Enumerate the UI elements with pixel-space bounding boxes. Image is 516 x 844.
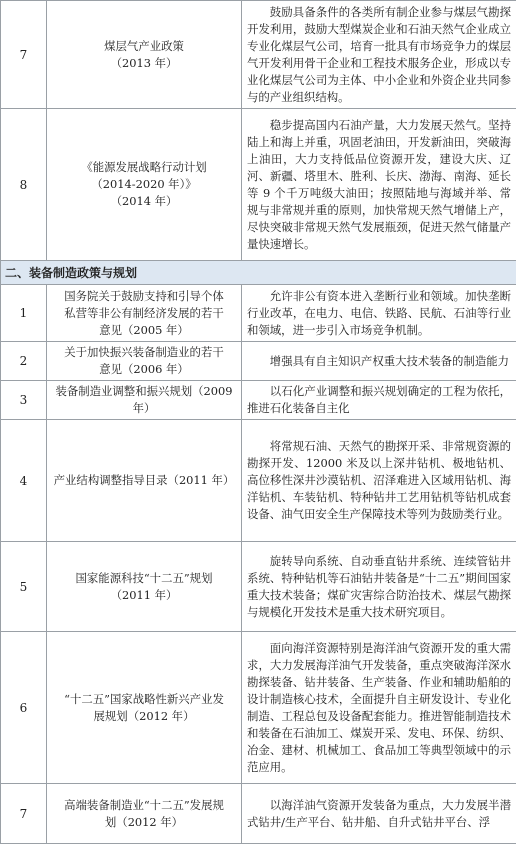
row-number: 1: [1, 285, 47, 342]
policy-description: 以石化产业调整和振兴规划确定的工程为依托，推进石化装备自主化: [242, 381, 516, 420]
policy-name-line: 展规划（2012 年）: [51, 708, 237, 725]
policy-name: [47, 632, 242, 784]
row-number: 7: [1, 1, 47, 109]
table-row: [1, 420, 516, 542]
policy-name-line: “十二五”国家战略性新兴产业发: [51, 691, 237, 708]
section-title: 二、装备制造政策与规划: [1, 261, 516, 285]
row-number: 3: [1, 381, 47, 420]
table-row: [1, 285, 516, 342]
policy-description: 旋转导向系统、自动垂直钻井系统、连续管钻井系统、特种钻机等石油钻井装备是“十二五”期间国家重大技术装备；煤矿灾害综合防治技术、煤层气勘探与规模化开发技术是重大技术研究项目。: [242, 542, 516, 632]
row-number: 7: [1, 784, 47, 844]
policy-description: 将常规石油、天然气的勘探开采、非常规资源的勘探开发、12000 米及以上深井钻机、极地钻机、高位移性深井沙漠钻机、沼泽难进入区域用钻机、海洋钻机、车装钻机、特种钻井工艺用钻机等钻机成套设备、油气田安全生产保障技术等列为鼓励类行业。: [242, 420, 516, 542]
policy-name-line: 国务院关于鼓励支持和引导个体: [51, 288, 237, 305]
policy-description: 允许非公有资本进入垄断行业和领域。加快垄断行业改革，在电力、电信、铁路、民航、石油等行业和领域，进一步引入市场竞争机制。: [242, 285, 516, 342]
policy-name-line: 意见（2006 年）: [51, 361, 237, 378]
policy-name-line: 装备制造业调整和振兴规划（2009: [51, 383, 237, 400]
policy-name: [47, 1, 242, 109]
policy-name: [47, 285, 242, 342]
table-row: [1, 109, 516, 261]
table-row: [1, 381, 516, 420]
policy-name: [47, 784, 242, 844]
policy-name-line: （2014-2020 年）》: [51, 176, 237, 193]
policy-description: 以海洋油气资源开发装备为重点，大力发展半潜式钻井/生产平台、钻井船、自升式钻井平台、浮: [242, 784, 516, 844]
table-row: [1, 632, 516, 784]
row-number: 5: [1, 542, 47, 632]
policy-name-line: 年）: [51, 400, 237, 417]
table-row: [1, 1, 516, 109]
policy-description: 鼓励具备条件的各类所有制企业参与煤层气勘探开发利用，鼓励大型煤炭企业和石油天然气企业成立专业化煤层气公司，培育一批具有市场竞争力的煤层气开发利用骨干企业和工程技术服务企业，形成以专业化煤层气公司为主体、中小企业和外资企业共同参与的产业组织结构。: [242, 1, 516, 109]
row-number: 2: [1, 342, 47, 381]
policy-name-line: 煤层气产业政策: [51, 38, 237, 55]
policy-name-line: （2013 年）: [51, 55, 237, 72]
policy-name: [47, 342, 242, 381]
policy-name: [47, 420, 242, 542]
policy-name-line: 高端装备制造业“十二五”发展规: [51, 797, 237, 814]
table-row: [1, 342, 516, 381]
policy-name: [47, 542, 242, 632]
policy-description: 面向海洋资源特别是海洋油气资源开发的重大需求，大力发展海洋油气开发装备，重点突破海洋深水勘探装备、钻井装备、生产装备、作业和辅助船舶的设计制造核心技术，全面提升自主研发设计、专业化制造、工程总包及设备配套能力。推进智能制造技术和装备在石油加工、煤炭开采、发电、环保、纺织、冶金、建材、机械加工、食品加工等典型领域中的示范应用。: [242, 632, 516, 784]
row-number: 6: [1, 632, 47, 784]
policy-name-line: 产业结构调整指导目录（2011 年）: [51, 472, 237, 489]
table-row: [1, 784, 516, 844]
policy-name-line: 《能源发展战略行动计划: [51, 159, 237, 176]
policy-name: [47, 109, 242, 261]
table-row: [1, 542, 516, 632]
section-header-row: [1, 261, 516, 285]
policy-description: 稳步提高国内石油产量，大力发展天然气。坚持陆上和海上并重，巩固老油田，开发新油田，突破海上油田，大力支持低品位资源开发，建设大庆、辽河、新疆、塔里木、胜利、长庆、渤海、南海、延长等 9 个千万吨级大油田；按照陆地与海域并举、常规与非常规并重的原则，加快常规天然气增储上产，尽快突破非常规天然气发展瓶颈，促进天然气储量产量快速增长。: [242, 109, 516, 261]
policy-name: [47, 381, 242, 420]
policy-name-line: 划（2012 年）: [51, 814, 237, 831]
policy-name-line: 私营等非公有制经济发展的若干: [51, 305, 237, 322]
row-number: 8: [1, 109, 47, 261]
policy-name-line: （2011 年）: [51, 587, 237, 604]
policy-name-line: 国家能源科技“十二五”规划: [51, 570, 237, 587]
policy-description: 增强具有自主知识产权重大技术装备的制造能力: [242, 342, 516, 381]
policy-name-line: （2014 年）: [51, 193, 237, 210]
row-number: 4: [1, 420, 47, 542]
policy-name-line: 意见（2005 年）: [51, 322, 237, 339]
policy-name-line: 关于加快振兴装备制造业的若干: [51, 344, 237, 361]
